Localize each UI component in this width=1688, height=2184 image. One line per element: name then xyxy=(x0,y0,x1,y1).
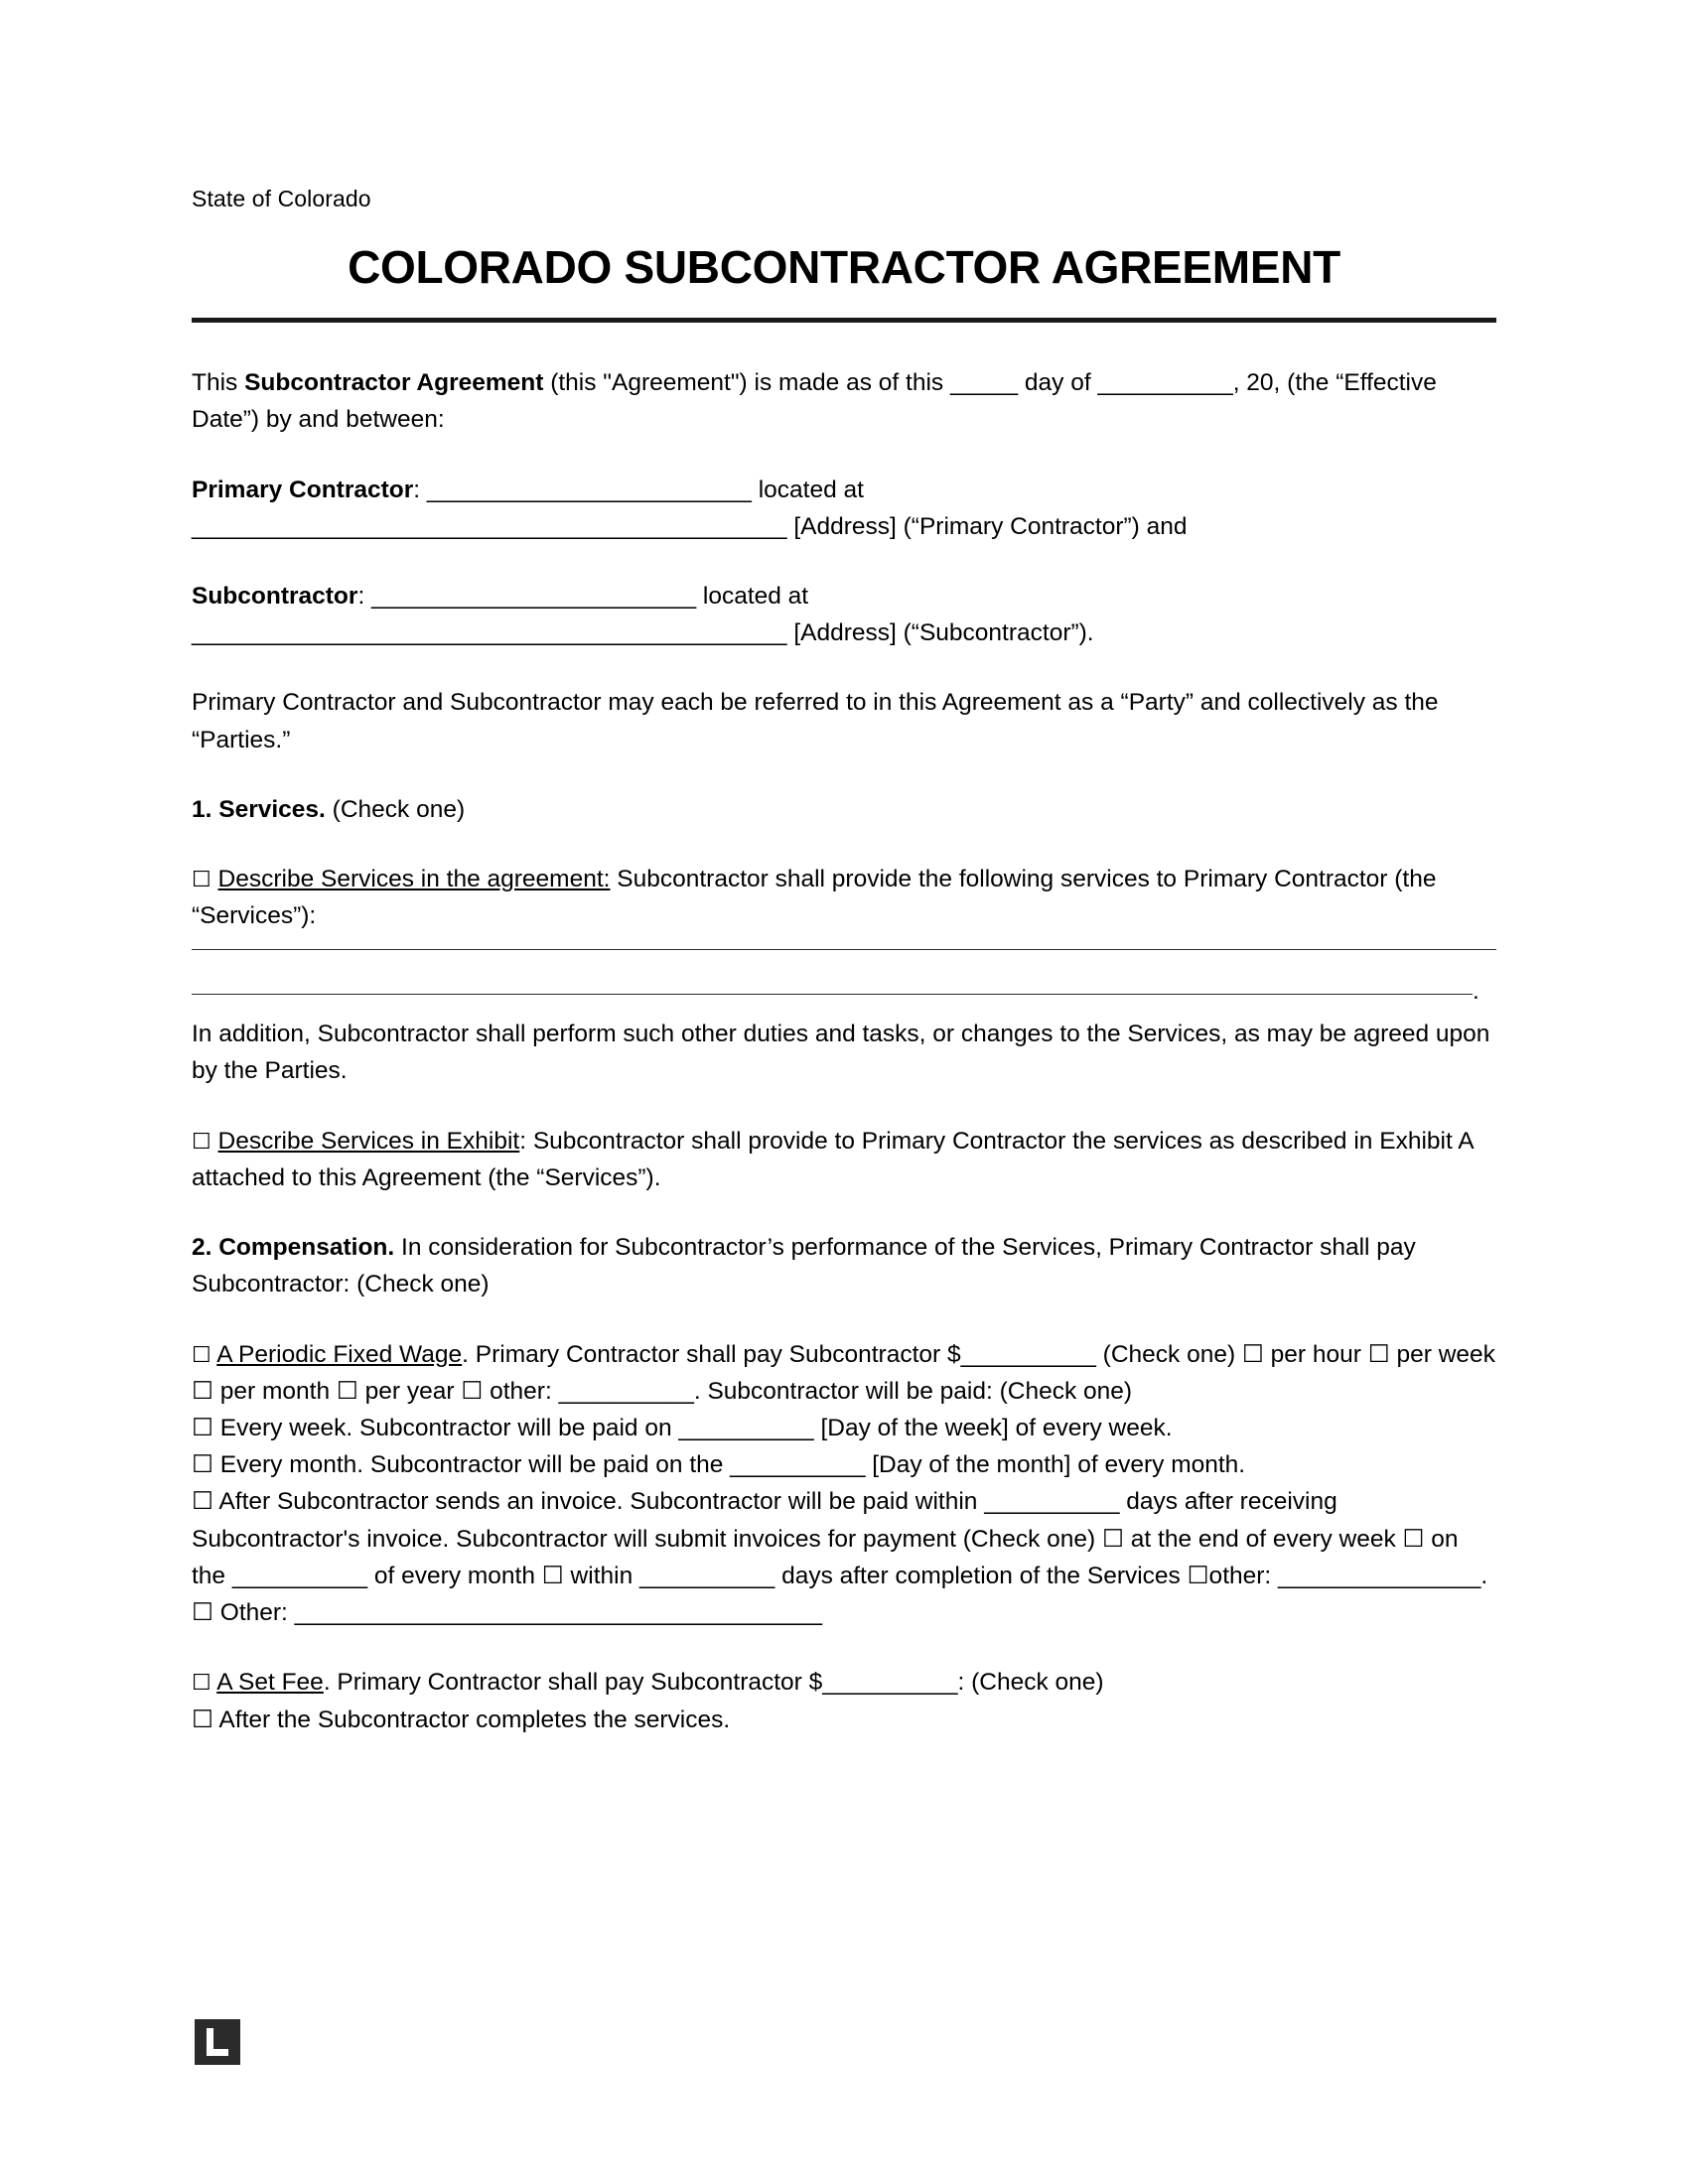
intro-lead: This xyxy=(192,369,245,397)
checkbox-icon[interactable]: ☐ xyxy=(192,1342,211,1368)
section-2-text: In consideration for Subcontractor’s performance of the Services, Primary Contractor shall pay Subcontractor: (Check one) xyxy=(192,1234,1416,1298)
periodic-wage-row-other[interactable]: ☐ Other: _______________________________________ xyxy=(192,1599,823,1627)
periodic-wage-row-1 xyxy=(192,1336,1496,1410)
page-title: COLORADO SUBCONTRACTOR AGREEMENT xyxy=(348,241,1340,294)
title-divider xyxy=(192,318,1496,323)
primary-contractor-label: Primary Contractor xyxy=(192,476,414,503)
services-fill-lines xyxy=(192,949,1496,1005)
primary-contractor-line1: : ________________________ located at xyxy=(413,476,864,503)
section-1-note: (Check one) xyxy=(325,795,466,823)
footer-logo xyxy=(195,2019,240,2065)
legaltemplates-logo-icon xyxy=(195,2019,240,2065)
section-1-heading xyxy=(192,791,1496,828)
services-option-describe-in-exhibit xyxy=(192,1123,1496,1196)
subcontractor-block xyxy=(192,578,1496,651)
subcontractor-line1: : ________________________ located at xyxy=(357,582,809,610)
subcontractor-line2: ____________________________________________ [Address] (“Subcontractor”). xyxy=(192,619,1094,647)
services-line-end: . xyxy=(1473,977,1479,1005)
checkbox-icon[interactable]: ☐ xyxy=(192,1671,211,1697)
periodic-wage-text: . Primary Contractor shall pay Subcontractor $__________ (Check one) ☐ per hour ☐ per week ☐ per month ☐ per year ☐ other: __________. Subcontractor will be paid: (Check one) xyxy=(192,1340,1495,1405)
intro-rest: (this "Agreement") is made as of this _____ day of __________, 20, (the “Effective Date”) by and between: xyxy=(192,369,1437,434)
services-option-a-label: Describe Services in the agreement: xyxy=(217,866,611,893)
periodic-wage-row-every-week[interactable]: ☐ Every week. Subcontractor will be paid on __________ [Day of the week] of every week. xyxy=(192,1415,1173,1441)
primary-contractor-block xyxy=(192,472,1496,545)
section-2-heading xyxy=(192,1229,1496,1302)
set-fee-text: . Primary Contractor shall pay Subcontractor $__________: (Check one) xyxy=(323,1669,1104,1697)
services-option-b-text: : Subcontractor shall provide to Primary Contractor the services as described in Exhibit A attached to this Agreement (the “Services”). xyxy=(192,1127,1474,1191)
compensation-periodic-wage-block xyxy=(192,1336,1496,1632)
intro-paragraph xyxy=(192,364,1496,438)
checkbox-icon[interactable]: ☐ xyxy=(192,1129,211,1155)
section-1-title: 1. Services. xyxy=(192,795,326,823)
set-fee-row-after-completion[interactable]: ☐ After the Subcontractor completes the services. xyxy=(192,1706,731,1733)
checkbox-icon[interactable]: ☐ xyxy=(192,868,211,893)
primary-contractor-line2: ____________________________________________ [Address] (“Primary Contractor”) and xyxy=(192,512,1188,540)
subcontractor-label: Subcontractor xyxy=(192,582,358,610)
services-option-b-label: Describe Services in Exhibit xyxy=(217,1127,520,1155)
compensation-set-fee-block xyxy=(192,1664,1496,1737)
set-fee-row-1 xyxy=(192,1664,1496,1701)
services-fill-line-2[interactable] xyxy=(192,994,1473,995)
section-2-title: 2. Compensation. xyxy=(192,1234,395,1262)
intro-bold: Subcontractor Agreement xyxy=(244,369,544,397)
services-addition-paragraph: In addition, Subcontractor shall perform such other duties and tasks, or changes to the Services, as may be agreed upon by the Parties. xyxy=(192,1021,1490,1085)
parties-paragraph: Primary Contractor and Subcontractor may each be referred to in this Agreement as a “Party” and collectively as the “Parties.” xyxy=(192,689,1439,753)
periodic-wage-row-invoice[interactable]: ☐ After Subcontractor sends an invoice. Subcontractor will be paid within __________ days after receiving Subcontractor's invoice. Subcontractor will submit invoices for payment (Check one) ☐ at the end of every week ☐ on the __________ of every month ☐ within __________ days after completion of the Services ☐other: _______________. xyxy=(192,1488,1488,1589)
services-fill-line-2-wrap xyxy=(192,977,1496,1005)
services-option-describe-in-agreement xyxy=(192,861,1496,934)
state-line: State of Colorado xyxy=(192,186,371,211)
periodic-wage-row-every-month[interactable]: ☐ Every month. Subcontractor will be paid on the __________ [Day of the month] of every month. xyxy=(192,1451,1246,1479)
services-option-a-text: Subcontractor shall provide the following services to Primary Contractor (the “Services”): xyxy=(192,866,1437,930)
periodic-wage-label: A Periodic Fixed Wage xyxy=(216,1340,463,1368)
set-fee-label: A Set Fee xyxy=(216,1669,324,1697)
services-fill-line-1[interactable] xyxy=(192,949,1496,950)
